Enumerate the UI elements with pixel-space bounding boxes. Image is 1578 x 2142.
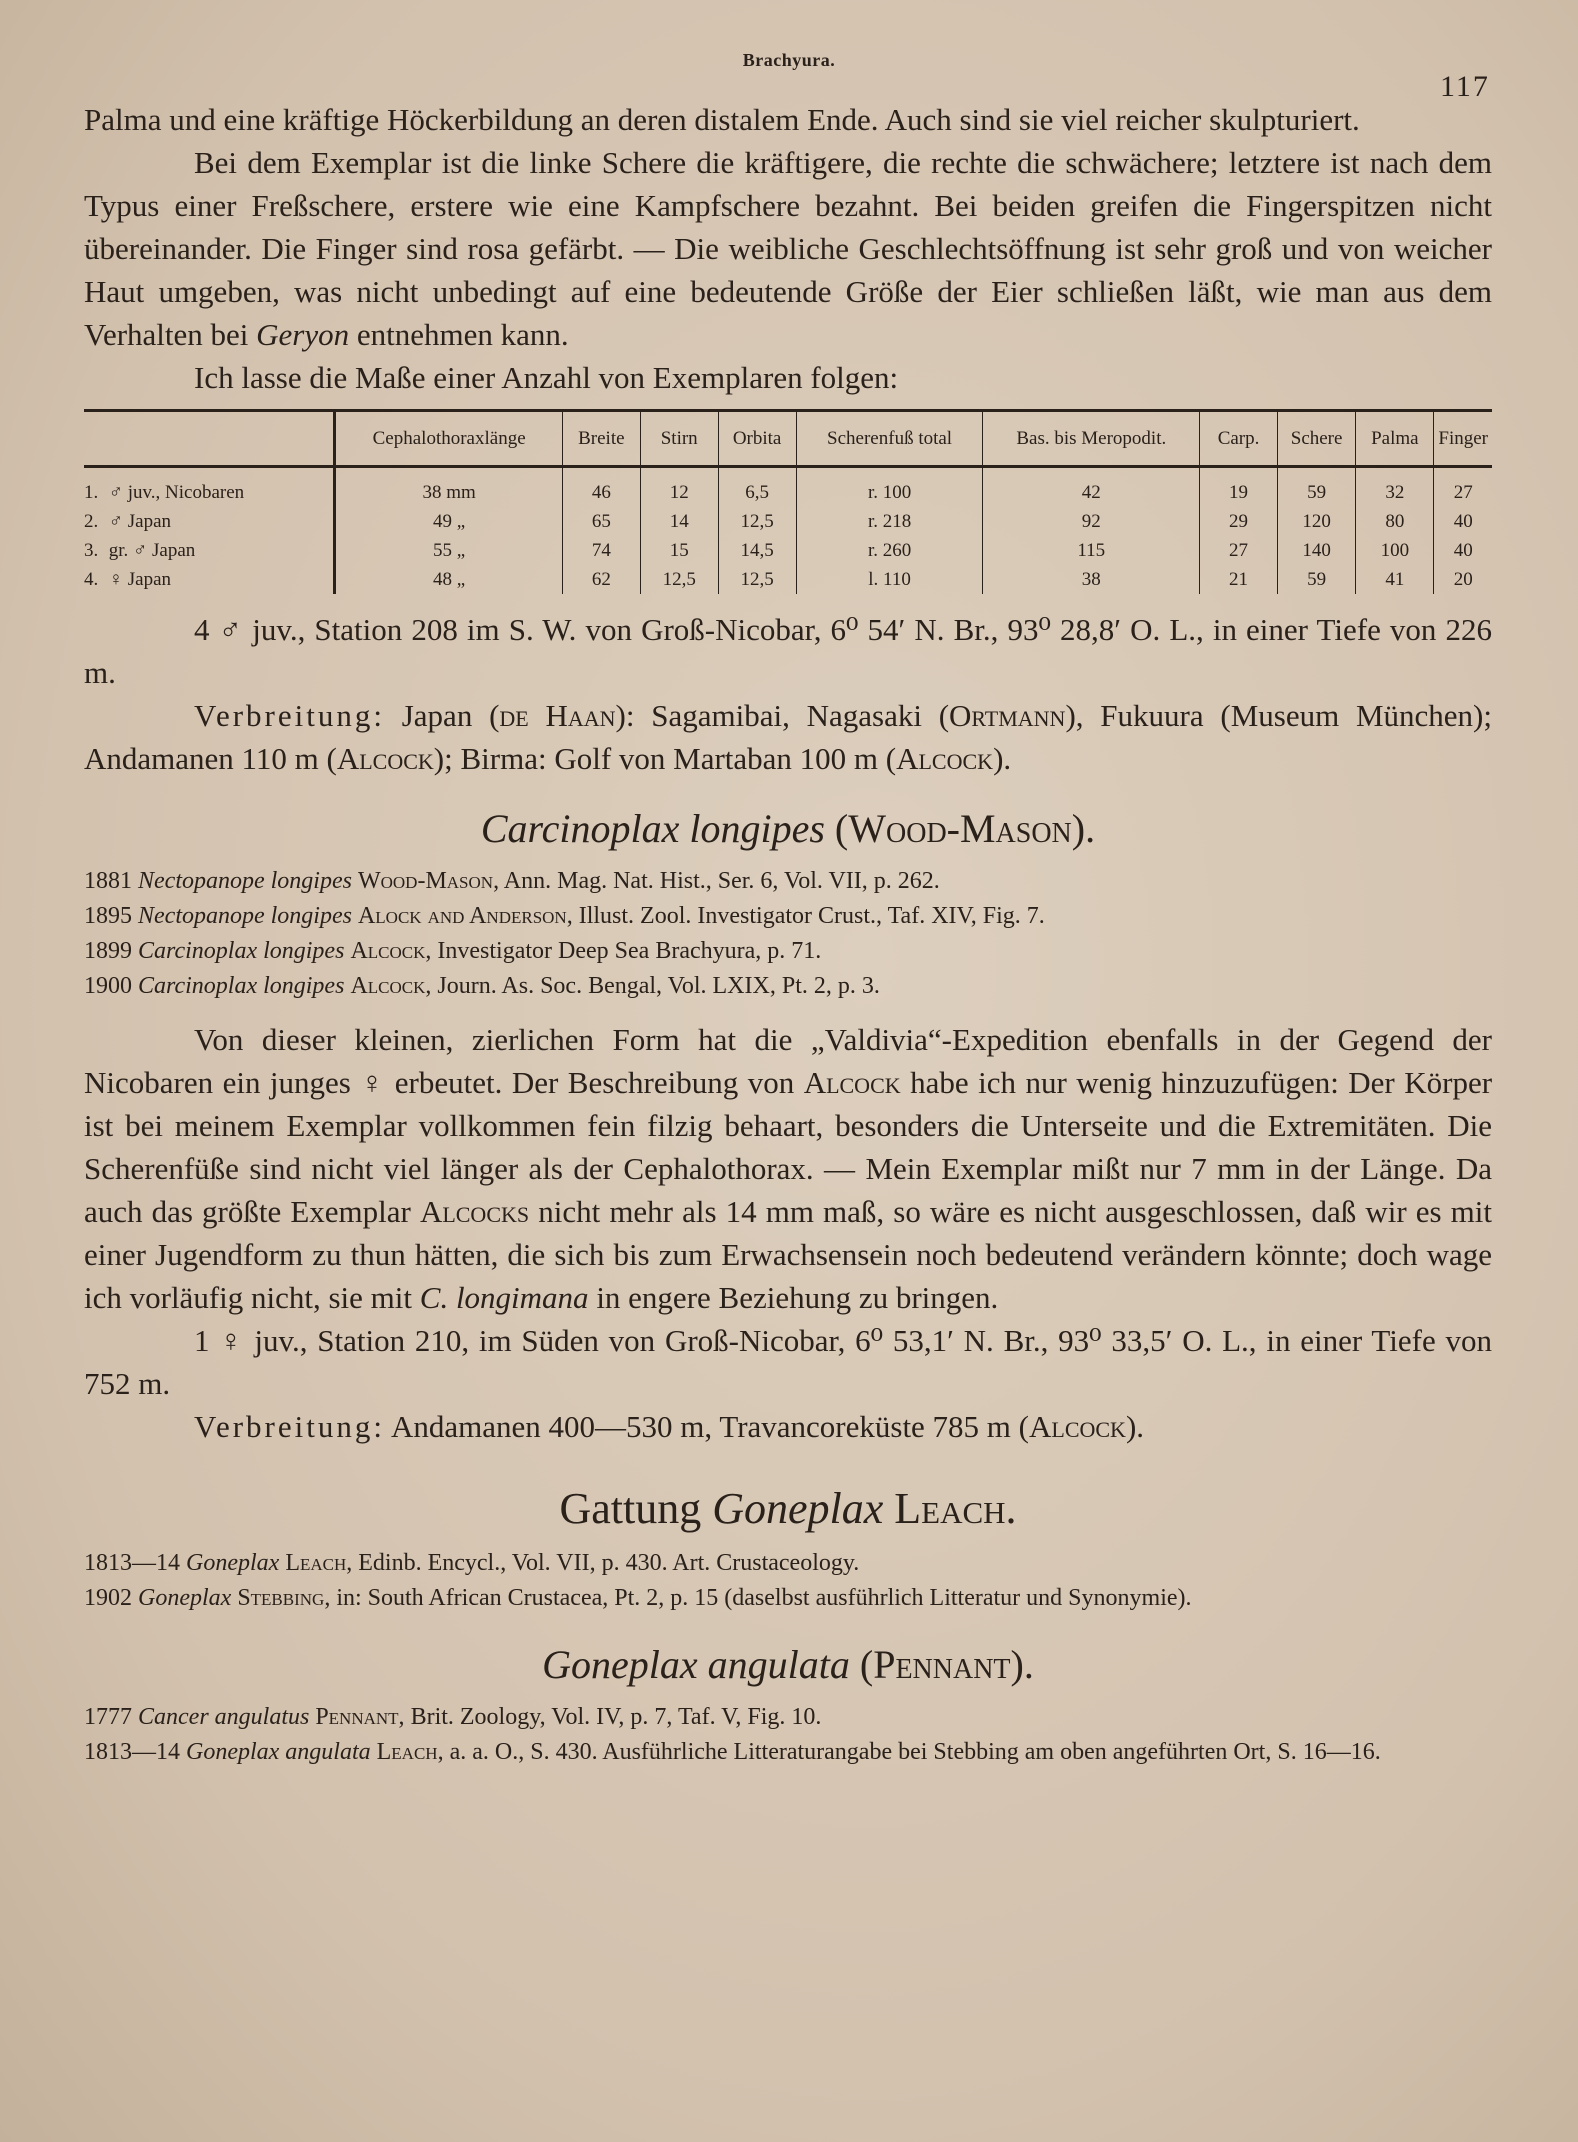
species-name: Goneplax angulata: [542, 1642, 850, 1687]
table-header-row: [84, 411, 1492, 467]
specimen-label: ♀ Japan: [108, 569, 172, 590]
cell-schere: 140: [1277, 536, 1355, 565]
reference-taxon: Goneplax: [138, 1585, 232, 1611]
reference-citation: Investigator Deep Sea Brachyura, p. 71.: [437, 938, 822, 964]
reference-author: Leach,: [376, 1739, 444, 1765]
cell-scherenfuss: r. 260: [796, 536, 983, 565]
measurements-table-wrap: [84, 409, 1492, 594]
header-schere: Schere: [1277, 411, 1355, 467]
cell-stirn: 12: [640, 467, 718, 508]
reference-year: 1895: [84, 903, 132, 929]
reference-taxon: Goneplax: [186, 1550, 280, 1576]
table-row: [84, 467, 1492, 508]
distribution-label: Verbreitung:: [194, 698, 385, 733]
header-stirn: Stirn: [640, 411, 718, 467]
cell-breite: 62: [562, 565, 640, 594]
cell-bas-meropodit: 92: [983, 507, 1200, 536]
cell-palma: 80: [1356, 507, 1434, 536]
synonymy-list-goneplax-angulata: [84, 1700, 1492, 1770]
reference-author: Leach,: [285, 1550, 353, 1576]
reference-taxon: Goneplax angulata: [186, 1739, 371, 1765]
cell-finger: 40: [1434, 536, 1492, 565]
author-alcock: Alcock: [336, 741, 434, 776]
header-specimen: [84, 411, 335, 467]
reference-citation: in: South African Crustacea, Pt. 2, p. 15 (daselbst ausführlich Litteratur und Synonymie).: [336, 1585, 1192, 1611]
header-cephalothoraxlaenge: Cephalothoraxlänge: [335, 411, 562, 467]
reference-taxon: Carcinoplax longipes: [138, 973, 345, 999]
cell-orbita: 12,5: [718, 565, 796, 594]
synonymy-list-goneplax-genus: [84, 1546, 1492, 1616]
reference-citation: a. a. O., S. 430. Ausführliche Litteraturangabe bei Stebbing am oben angeführten Ort, S. 16—16.: [449, 1739, 1381, 1765]
header-bas-bis-meropodit: Bas. bis Meropodit.: [983, 411, 1200, 467]
species-heading-carcinoplax-longipes: [84, 804, 1492, 854]
distribution-paragraph-2: [84, 1405, 1492, 1448]
reference-taxon: Carcinoplax longipes: [138, 938, 345, 964]
row-number: 4.: [84, 569, 99, 590]
cell-bas-meropodit: 42: [983, 467, 1200, 508]
specimen-label: ♂ Japan: [108, 511, 172, 532]
header-breite: Breite: [562, 411, 640, 467]
cell-palma: 32: [1356, 467, 1434, 508]
reference-year: 1777: [84, 1704, 132, 1730]
reference-author: Pennant,: [315, 1704, 405, 1730]
author-de-haan: de Haan: [499, 698, 616, 733]
species-name-longimana: C. longimana: [419, 1280, 589, 1315]
cell-carp: 27: [1200, 536, 1278, 565]
distribution-text-b: ).: [1125, 1409, 1145, 1444]
cell-orbita: 6,5: [718, 467, 796, 508]
genus-heading-prefix: Gattung: [559, 1484, 702, 1533]
cell-orbita: 14,5: [718, 536, 796, 565]
specimen-label: gr. ♂ Japan: [108, 540, 196, 561]
species-author: (Pennant).: [859, 1642, 1034, 1687]
cell-scherenfuss: l. 110: [796, 565, 983, 594]
distribution-paragraph-1: [84, 694, 1492, 780]
genus-heading-goneplax: [84, 1482, 1492, 1536]
row-number: 2.: [84, 511, 99, 532]
reference-author: Alock and Anderson,: [357, 903, 573, 929]
cell-cephalothorax: 38 mm: [335, 467, 562, 508]
cell-carp: 19: [1200, 467, 1278, 508]
cell-specimen: [84, 536, 335, 565]
reference-citation: Edinb. Encycl., Vol. VII, p. 430. Art. Crustaceology.: [358, 1550, 860, 1576]
cell-cephalothorax: 49 „: [335, 507, 562, 536]
species-author: (Wood-Mason).: [834, 806, 1096, 851]
intro-paragraph-2: [84, 141, 1492, 356]
cell-palma: 100: [1356, 536, 1434, 565]
description-text-c: nicht mehr als 14 mm maß, so wäre es nicht ausgeschlossen, daß wir es mit einer Jugendform zu thun hätten, die sich bis zum Erwachsensein noch bedeutend verändern könnte; doch wage ich vorläufig nicht, sie mit: [84, 1194, 1493, 1315]
cell-orbita: 12,5: [718, 507, 796, 536]
cell-specimen: [84, 507, 335, 536]
row-number: 3.: [84, 540, 99, 561]
author-alcock: Alcock: [896, 741, 994, 776]
cell-breite: 74: [562, 536, 640, 565]
reference-author: Wood-Mason,: [357, 868, 500, 894]
carcinoplax-description: [84, 1018, 1492, 1319]
author-alcock: Alcock: [1029, 1409, 1126, 1444]
cell-cephalothorax: 48 „: [335, 565, 562, 594]
page-number: 117: [1440, 70, 1490, 103]
reference-citation: Illust. Zool. Investigator Crust., Taf. XIV, Fig. 7.: [578, 903, 1045, 929]
author-ortmann: Ortmann: [949, 698, 1066, 733]
species-heading-goneplax-angulata: [84, 1640, 1492, 1690]
row-number: 1.: [84, 482, 99, 503]
cell-schere: 59: [1277, 467, 1355, 508]
specimen-label: ♂ juv., Nicobaren: [108, 482, 245, 503]
intro-paragraph-2-text-b: entnehmen kann.: [356, 317, 569, 352]
reference-year: 1899: [84, 938, 132, 964]
station-paragraph-1: 4 ♂ juv., Station 208 im S. W. von Groß-Nicobar, 6⁰ 54′ N. Br., 93⁰ 28,8′ O. L., in einer Tiefe von 226 m.: [84, 612, 1492, 690]
distribution-text-e: ).: [993, 741, 1012, 776]
header-scherenfuss-total: Scherenfuß total: [796, 411, 983, 467]
table-row: [84, 507, 1492, 536]
reference-item: [84, 934, 1492, 969]
reference-taxon: Nectopanope longipes: [138, 903, 352, 929]
cell-scherenfuss: r. 100: [796, 467, 983, 508]
cell-schere: 59: [1277, 565, 1355, 594]
header-orbita: Orbita: [718, 411, 796, 467]
distribution-text-a: Japan (: [401, 698, 500, 733]
reference-year: 1813—14: [84, 1739, 180, 1765]
cell-scherenfuss: r. 218: [796, 507, 983, 536]
description-text-b: habe ich nur wenig hinzuzufügen: Der Körper ist bei meinem Exemplar vollkommen fein filzig behaart, besonders die Unterseite und die Extremitäten. Die Scherenfüße sind nicht viel länger als der Cephalothorax. — Mein Exemplar mißt nur 7 mm in der Länge. Da auch das größte Exemplar: [84, 1065, 1493, 1229]
cell-specimen: [84, 467, 335, 508]
reference-citation: Brit. Zoology, Vol. IV, p. 7, Taf. V, Fig. 10.: [410, 1704, 822, 1730]
reference-taxon: Nectopanope longipes: [138, 868, 352, 894]
reference-year: 1900: [84, 973, 132, 999]
cell-specimen: [84, 565, 335, 594]
table-row: [84, 565, 1492, 594]
reference-item: [84, 1581, 1492, 1616]
author-alcock: Alcock: [803, 1065, 901, 1100]
genus-author: Leach.: [894, 1484, 1017, 1533]
cell-palma: 41: [1356, 565, 1434, 594]
cell-finger: 27: [1434, 467, 1492, 508]
distribution-text-a: Andamanen 400—530 m, Travancoreküste 785 m (: [391, 1409, 1029, 1444]
header-carp: Carp.: [1200, 411, 1278, 467]
cell-stirn: 12,5: [640, 565, 718, 594]
reference-item: [84, 899, 1492, 934]
genus-name-geryon: Geryon: [256, 317, 350, 352]
description-text-d: in engere Beziehung zu bringen.: [596, 1280, 999, 1315]
cell-breite: 46: [562, 467, 640, 508]
reference-year: 1813—14: [84, 1550, 180, 1576]
description-text-a: Von dieser kleinen, zierlichen Form hat die „Valdivia“-Expedition ebenfalls in der Gegend der Nicobaren ein junges ♀ erbeutet. Der Beschreibung von: [84, 1022, 1492, 1100]
reference-citation: Journ. As. Soc. Bengal, Vol. LXIX, Pt. 2, p. 3.: [437, 973, 880, 999]
distribution-text-b: ): Sagamibai, Nagasaki (: [615, 698, 950, 733]
reference-author: Alcock,: [350, 938, 432, 964]
reference-item: [84, 1700, 1492, 1735]
species-name: Carcinoplax longipes: [480, 806, 825, 851]
reference-year: 1902: [84, 1585, 132, 1611]
intro-paragraph-1: Palma und eine kräftige Höckerbildung an deren distalem Ende. Auch sind sie viel reicher skulpturiert.: [84, 102, 1360, 137]
distribution-text-c: ), Fukuura (Museum München); Andamanen 110 m (: [84, 698, 1492, 776]
distribution-text-d: ); Birma: Golf von Martaban 100 m (: [433, 741, 897, 776]
table-row: [84, 536, 1492, 565]
cell-stirn: 15: [640, 536, 718, 565]
cell-finger: 20: [1434, 565, 1492, 594]
cell-carp: 29: [1200, 507, 1278, 536]
cell-stirn: 14: [640, 507, 718, 536]
synonymy-list-carcinoplax: [84, 864, 1492, 1004]
reference-item: [84, 864, 1492, 899]
distribution-label: Verbreitung:: [194, 1409, 385, 1444]
cell-carp: 21: [1200, 565, 1278, 594]
author-alcocks: Alcocks: [419, 1194, 530, 1229]
intro-paragraph-3: Ich lasse die Maße einer Anzahl von Exemplaren folgen:: [194, 360, 899, 395]
cell-bas-meropodit: 38: [983, 565, 1200, 594]
cell-breite: 65: [562, 507, 640, 536]
reference-taxon: Cancer angulatus: [138, 1704, 310, 1730]
cell-cephalothorax: 55 „: [335, 536, 562, 565]
header-finger: Finger: [1434, 411, 1492, 467]
genus-name: Goneplax: [712, 1484, 884, 1533]
page-body: [84, 98, 1492, 1784]
intro-paragraph-2-text-a: Bei dem Exemplar ist die linke Schere die kräftigere, die rechte die schwächere; letztere ist nach dem Typus einer Freßschere, erstere wie eine Kampfschere bezahnt. Bei beiden greifen die Fingerspitzen nicht übereinander. Die Finger sind rosa gefärbt. — Die weibliche Geschlechtsöffnung ist sehr groß und von weicher Haut umgeben, was nicht unbedingt auf eine bedeutende Größe der Eier schließen läßt, wie man aus dem Verhalten bei: [84, 145, 1492, 352]
running-head: Brachyura.: [742, 50, 836, 70]
reference-citation: Ann. Mag. Nat. Hist., Ser. 6, Vol. VII, p. 262.: [503, 868, 940, 894]
measurements-table: [84, 409, 1492, 594]
cell-bas-meropodit: 115: [983, 536, 1200, 565]
cell-finger: 40: [1434, 507, 1492, 536]
reference-item: [84, 1546, 1492, 1581]
reference-year: 1881: [84, 868, 132, 894]
cell-schere: 120: [1277, 507, 1355, 536]
reference-author: Alcock,: [350, 973, 432, 999]
reference-item: [84, 969, 1492, 1004]
reference-author: Stebbing,: [237, 1585, 331, 1611]
reference-item: [84, 1735, 1492, 1770]
station-paragraph-2: 1 ♀ juv., Station 210, im Süden von Groß-Nicobar, 6⁰ 53,1′ N. Br., 93⁰ 33,5′ O. L., in einer Tiefe von 752 m.: [84, 1323, 1492, 1401]
header-palma: Palma: [1356, 411, 1434, 467]
